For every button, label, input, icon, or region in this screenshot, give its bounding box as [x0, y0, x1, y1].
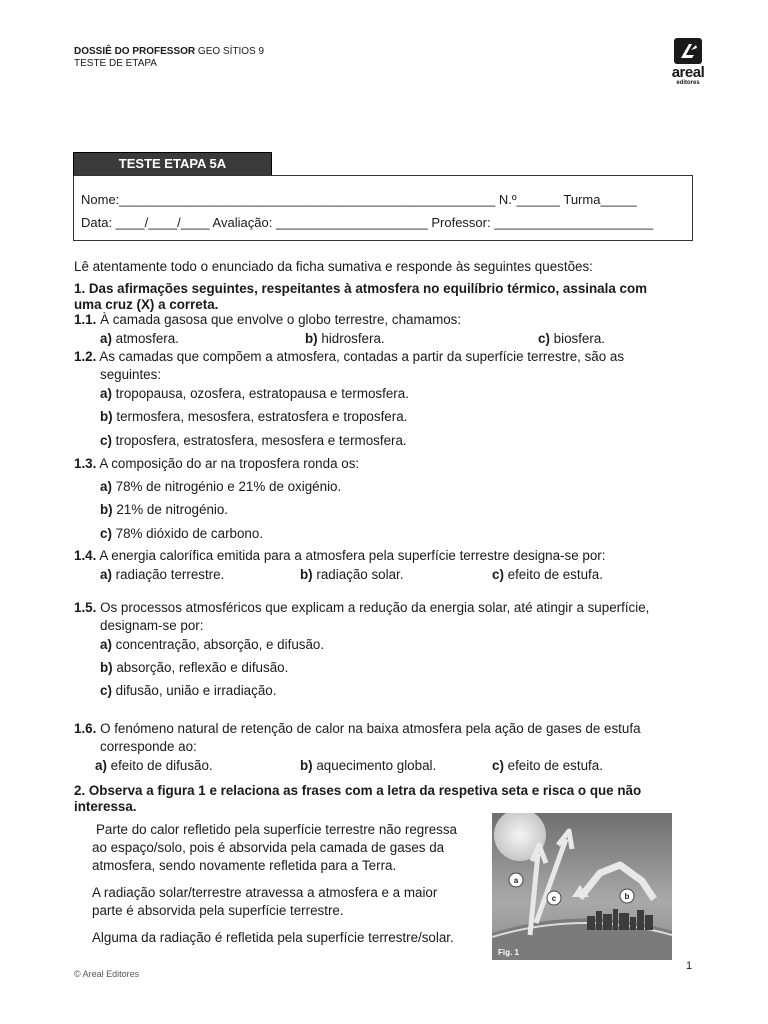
q2-title-line1: 2. Observa a figura 1 e relaciona as frases com a letra da respetiva seta e risca o que não: [74, 783, 642, 798]
q1-1-option-a[interactable]: a) atmosfera.: [100, 331, 179, 346]
q1-6-option-a[interactable]: a) efeito de difusão.: [95, 758, 213, 773]
q1-4-text: A energia calorífica emitida para a atmosfera pela superfície terrestre designa-se por:: [99, 548, 606, 563]
q1-4-option-a[interactable]: a) radiação terrestre.: [100, 567, 225, 582]
q1-4-number: 1.4.: [74, 548, 97, 563]
q2-title-line2: interessa.: [74, 799, 137, 814]
q1-6-text: O fenómeno natural de retenção de calor na baixa atmosfera pela ação de gases de estufa: [100, 721, 641, 736]
q1-3: [74, 455, 359, 473]
q1-5-option-b[interactable]: b) absorção, reflexão e difusão.: [100, 660, 289, 675]
name-line: Nome:____________________________________________________ N.º______ Turma_____: [81, 192, 637, 207]
arrow-b-label: b: [624, 892, 630, 901]
logo-name: areal: [671, 64, 705, 81]
instructions: Lê atentamente todo o enunciado da ficha sumativa e responde às seguintes questões:: [74, 259, 593, 274]
q1-3-text: A composição do ar na troposfera ronda os:: [99, 456, 360, 471]
q1-2-option-b[interactable]: b) termosfera, mesosfera, estratosfera e troposfera.: [100, 409, 408, 424]
q1-4-option-c[interactable]: c) efeito de estufa.: [492, 567, 603, 582]
date-line: Data: ____/____/____ Avaliação: _____________________ Professor: ______________________: [81, 215, 654, 230]
q1-title-line1: 1. Das afirmações seguintes, respeitantes à atmosfera no equilíbrio térmico, assinala com: [74, 281, 648, 296]
q2-sentence-1-line1: Parte do calor refletido pela superfície terrestre não regressa: [96, 822, 457, 837]
q1-5-text-cont: designam-se por:: [100, 618, 204, 633]
student-info-box: [73, 175, 693, 241]
q1-6: [74, 720, 641, 738]
q1-2-option-a[interactable]: a) tropopausa, ozosfera, estratopausa e termosfera.: [100, 386, 409, 401]
q2-sentence-2-line1: A radiação solar/terrestre atravessa a atmosfera e a maior: [92, 885, 438, 900]
q1-3-option-a[interactable]: a) 78% de nitrogénio e 21% de oxigénio.: [100, 479, 342, 494]
q1-5-text: Os processos atmosféricos que explicam a redução da energia solar, até atingir a superfície,: [100, 600, 650, 615]
publisher-logo: [660, 38, 716, 90]
q1-4: [74, 547, 605, 565]
q1-2-number: 1.2.: [74, 349, 97, 364]
arrow-c-label: c: [551, 894, 557, 903]
series-title: [74, 46, 264, 57]
q1-1: [74, 311, 461, 329]
q1-2: [74, 348, 624, 366]
q1-2-option-c[interactable]: c) troposfera, estratosfera, mesosfera e termosfera.: [100, 433, 407, 448]
figure-1: [492, 813, 672, 960]
q1-6-option-c[interactable]: c) efeito de estufa.: [492, 758, 603, 773]
q2-sentence-1-line3: atmosfera, sendo novamente refletida para a Terra.: [92, 858, 397, 873]
q1-1-option-b[interactable]: b) hidrosfera.: [305, 331, 385, 346]
q1-1-text: À camada gasosa que envolve o globo terrestre, chamamos:: [100, 312, 462, 327]
series-title-bold: DOSSIÊ DO PROFESSOR: [74, 46, 196, 57]
q2-sentence-2-line2: parte é absorvida pela superfície terrestre.: [92, 903, 344, 918]
q1-4-option-b[interactable]: b) radiação solar.: [300, 567, 404, 582]
q1-3-number: 1.3.: [74, 456, 97, 471]
q1-1-option-c[interactable]: c) biosfera.: [538, 331, 606, 346]
series-title-rest: GEO SÍTIOS 9: [195, 46, 265, 57]
q1-5-number: 1.5.: [74, 600, 97, 615]
q1-6-number: 1.6.: [74, 721, 97, 736]
q1-title-line2: uma cruz (X) a correta.: [74, 297, 219, 312]
areal-logo-icon: [674, 38, 702, 64]
arrow-a-label: a: [513, 876, 519, 885]
greenhouse-diagram: [492, 813, 672, 960]
q1-3-option-c[interactable]: c) 78% dióxido de carbono.: [100, 526, 264, 541]
logo-sub: editores: [676, 80, 700, 86]
q1-3-option-b[interactable]: b) 21% de nitrogénio.: [100, 502, 229, 517]
q1-5-option-c[interactable]: c) difusão, união e irradiação.: [100, 683, 277, 698]
q1-5-option-a[interactable]: a) concentração, absorção, e difusão.: [100, 637, 325, 652]
q1-2-text: As camadas que compõem a atmosfera, contadas a partir da superfície terrestre, são as: [99, 349, 625, 364]
figure-caption: Fig. 1: [498, 948, 519, 957]
series-subtitle: TESTE DE ETAPA: [74, 58, 157, 69]
q1-6-option-b[interactable]: b) aquecimento global.: [300, 758, 437, 773]
q2-sentence-3: Alguma da radiação é refletida pela superfície terrestre/solar.: [92, 930, 454, 945]
page-number: 1: [686, 960, 693, 972]
test-title: TESTE ETAPA 5A: [73, 152, 272, 176]
q1-5: [74, 599, 649, 617]
q1-6-text-cont: corresponde ao:: [100, 739, 197, 754]
q1-2-text-cont: seguintes:: [100, 367, 162, 382]
q2-sentence-1-line2: ao espaço/solo, pois é absorvida pela camada de gases da: [92, 840, 445, 855]
copyright: © Areal Editores: [74, 969, 140, 979]
q1-1-number: 1.1.: [74, 312, 97, 327]
